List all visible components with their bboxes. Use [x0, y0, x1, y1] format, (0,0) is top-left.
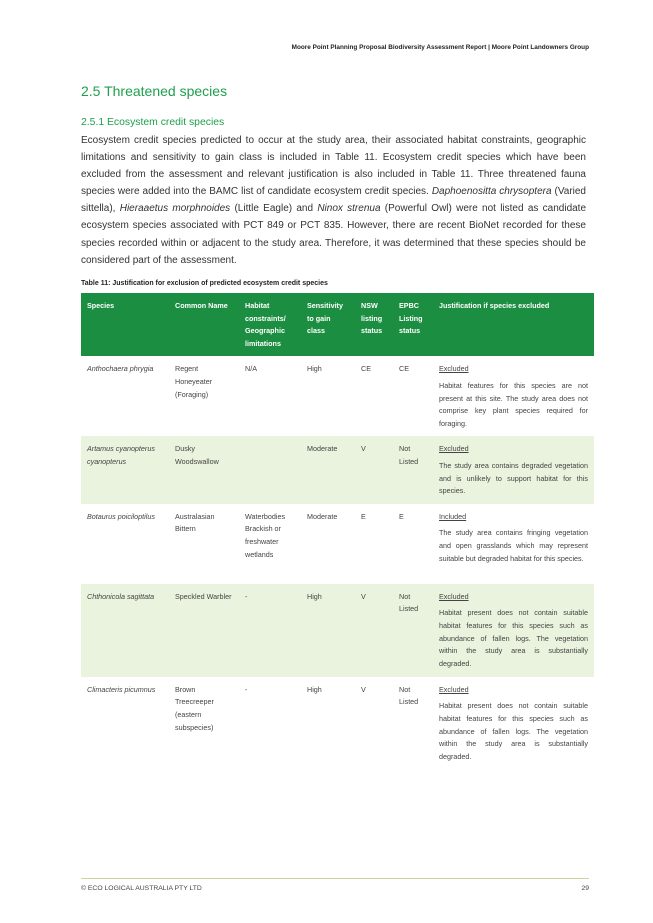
- table-header-row: [81, 293, 594, 356]
- cell-habitat: [239, 436, 301, 503]
- table-row: [81, 584, 594, 677]
- cell-epbc: Not Listed: [399, 684, 419, 707]
- col-header-sensitivity: Sensitivity to gain class: [301, 293, 355, 356]
- col-header-species: Species: [81, 293, 169, 356]
- cell-epbc: CE: [399, 364, 409, 374]
- species-table: [81, 293, 594, 770]
- cell-nsw: V: [355, 584, 393, 677]
- col-header-justification: Justification if species excluded: [433, 293, 594, 356]
- cell-epbc: E: [399, 511, 404, 521]
- cell-justification: [433, 436, 594, 503]
- col-header-nsw: NSW listing status: [355, 293, 393, 356]
- cell-justification: [433, 584, 594, 677]
- footer-divider: [81, 878, 589, 879]
- cell-species: Anthochaera phrygia: [87, 364, 154, 374]
- common-name-1: (Varied sittella),: [81, 186, 586, 215]
- cell-species: Artamus cyanopterus cyanopterus: [81, 436, 169, 503]
- col-header-epbc: EPBC Listing status: [393, 293, 433, 356]
- cell-sensitivity: Moderate: [301, 436, 355, 503]
- species-name-3: Ninox strenua: [317, 203, 381, 215]
- cell-common: Speckled Warbler: [169, 584, 239, 677]
- justification-text: Habitat present does not contain suitable habitat features for this species such as abundance of fallen logs. The vegetation within the study area is substantially degraded.: [439, 608, 588, 668]
- justification-text: The study area contains fringing vegetation and open grasslands which may represent suitable but degraded habitat for this species.: [439, 528, 588, 563]
- cell-common: Dusky Woodswallow: [169, 436, 239, 503]
- para-text-1: Ecosystem credit species predicted to occur at the study area, their associated habitat constraints, geographic limitations and sensitivity to gain class is included in Table 11. Ecosystem credit species which have been excluded from the assessment and relevant justification is also included in Table 11. Three threatened fauna species were added into the BAMC list of candidate ecosystem credit species.: [81, 135, 586, 198]
- justification-text: Habitat present does not contain suitable habitat features for this species such as abundance of fallen logs. The vegetation within the study area is substantially degraded.: [439, 701, 588, 761]
- cell-species: Botaurus poiciloptilus: [87, 511, 155, 521]
- col-header-common: Common Name: [169, 293, 239, 356]
- species-name-2: Hieraaetus morphnoides: [119, 203, 231, 215]
- cell-sensitivity: High: [307, 364, 322, 374]
- cell-justification: [433, 677, 594, 770]
- cell-habitat: -: [239, 584, 301, 677]
- cell-justification: [433, 504, 594, 584]
- cell-sensitivity: High: [307, 684, 322, 694]
- decision-label: Excluded: [439, 591, 469, 601]
- decision-label: Excluded: [439, 444, 469, 454]
- table-row: [81, 504, 594, 584]
- table-row: [81, 677, 594, 770]
- cell-epbc: Not Listed: [393, 584, 433, 677]
- decision-label: Included: [439, 511, 467, 521]
- cell-species: Chthonicola sagittata: [81, 584, 169, 677]
- running-header: Moore Point Planning Proposal Biodiversity Assessment Report | Moore Point Landowners Group: [291, 44, 589, 51]
- cell-habitat: N/A: [245, 364, 257, 374]
- cell-justification: [433, 356, 594, 436]
- cell-habitat: -: [245, 684, 248, 694]
- subsection-heading: 2.5.1 Ecosystem credit species: [81, 117, 225, 128]
- cell-sensitivity: Moderate: [307, 511, 338, 521]
- table-row: [81, 436, 594, 503]
- table-row: [81, 356, 594, 436]
- table-caption: Table 11: Justification for exclusion of predicted ecosystem credit species: [81, 280, 328, 287]
- cell-common: Australasian Bittern: [175, 511, 215, 534]
- cell-habitat: Waterbodies Brackish or freshwater wetlands: [245, 511, 286, 559]
- cell-sensitivity: High: [301, 584, 355, 677]
- cell-nsw: CE: [361, 364, 371, 374]
- justification-text: The study area contains degraded vegetation and is unlikely to support habitat for this species.: [439, 460, 588, 496]
- cell-species: Climacteris picumnus: [87, 684, 156, 694]
- cell-common: Brown Treecreeper (eastern subspecies): [175, 684, 214, 732]
- cell-nsw: V: [355, 436, 393, 503]
- page-number: 29: [581, 885, 589, 892]
- para-text-2: (Powerful Owl) were not listed as candidate ecosystem species associated with PCT 849 or PCT 835. However, there are recent BioNet recorded for these species recorded within or adjacent to the study area. Therefore, it was determined that these species should be considered part of the assessment.: [81, 203, 587, 266]
- cell-nsw: V: [361, 684, 366, 694]
- footer-copyright: © ECO LOGICAL AUSTRALIA PTY LTD: [81, 885, 202, 892]
- col-header-habitat: Habitat constraints/ Geographic limitations: [239, 293, 301, 356]
- body-paragraph: [81, 132, 586, 269]
- section-heading: 2.5 Threatened species: [81, 83, 228, 99]
- decision-label: Excluded: [439, 684, 469, 694]
- decision-label: Excluded: [439, 364, 469, 374]
- species-name-1: Daphoenositta chrysoptera: [431, 186, 552, 198]
- common-name-2: (Little Eagle) and: [230, 203, 318, 215]
- cell-nsw: E: [361, 511, 366, 521]
- justification-text: Habitat features for this species are not present at this site. The study area does not comprise key plant species required for foraging.: [439, 380, 588, 428]
- cell-common: Regent Honeyeater (Foraging): [175, 364, 213, 399]
- cell-epbc: Not Listed: [393, 436, 433, 503]
